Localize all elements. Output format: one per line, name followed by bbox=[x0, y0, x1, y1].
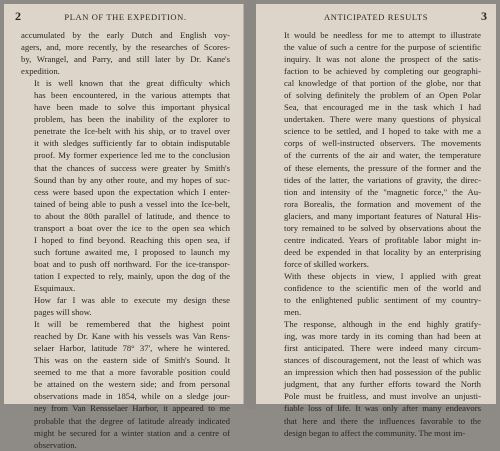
text-line: How far I was able to execute my design these bbox=[34, 295, 230, 306]
text-line: tained of being able to push a vessel into the Ice-belt, bbox=[34, 198, 230, 209]
text-line: transport a boat over the ice to the open sea which bbox=[34, 222, 230, 233]
text-line: It will be remembered that the highest point bbox=[34, 319, 230, 330]
text-line: rora Borealis, the formation and movement of the bbox=[284, 198, 481, 209]
text-line: tides of the latter, the variations of gravity, the direc- bbox=[284, 174, 481, 185]
text-line: With these objects in view, I applied with great bbox=[284, 270, 481, 281]
text-line: expedition. bbox=[21, 66, 60, 77]
text-line: of solving definitely the problem of an Open Polar bbox=[284, 90, 481, 101]
text-line: fiable loss of life. It was only after many endeavors bbox=[284, 403, 481, 414]
text-line: confidence to the scientific men of the world and bbox=[284, 282, 481, 293]
text-line: of the currents of the air and water, the temperature bbox=[284, 150, 481, 161]
left-page bbox=[4, 4, 244, 450]
left-paragraph bbox=[21, 318, 230, 451]
text-line: that here and there the influences favorable to the bbox=[284, 415, 481, 426]
text-line: The response, although in the end highly gratify- bbox=[284, 319, 481, 330]
text-line: the value of such a centre for the purpose of scientific bbox=[284, 42, 481, 53]
right-paragraph bbox=[271, 318, 481, 438]
right-page-body bbox=[271, 29, 481, 439]
text-line: Sound than by any other route, and my hopes of suc- bbox=[34, 174, 230, 185]
text-line: observation. bbox=[34, 439, 77, 450]
text-line: It is well known that the great difficulty which bbox=[34, 78, 230, 89]
left-running-title: PLAN OF THE EXPEDITION. bbox=[64, 12, 187, 22]
text-line: it with sledges sufficiently far to obtain indisputable bbox=[34, 138, 230, 149]
text-line: probable that the degree of latitude already indicated bbox=[34, 415, 230, 426]
text-line: tory remained to be solved by observations about the bbox=[284, 222, 481, 233]
left-page-number: 2 bbox=[15, 9, 21, 23]
text-line: It would be needless for me to attempt to illustrate bbox=[284, 30, 481, 40]
text-line: agers, and, more recently, by the researches of Scores- bbox=[21, 42, 230, 53]
text-line: have been made to solve this important physical bbox=[34, 102, 230, 113]
text-line: be attained on the western side; and from personal bbox=[34, 379, 230, 390]
text-line: to the enlightened public sentiment of my country- bbox=[284, 295, 481, 306]
text-line: first anticipated. There were indeed many circum- bbox=[284, 343, 481, 354]
text-line: stances of discouragement, not the least of which was bbox=[284, 355, 481, 366]
right-paragraph bbox=[271, 29, 481, 270]
text-line: cal knowledge of that portion of the globe, nor that bbox=[284, 78, 481, 89]
text-line: such fortune awaited me, I proposed to launch my bbox=[34, 246, 230, 257]
text-line: to about the 80th parallel of latitude, and thence to bbox=[34, 210, 230, 221]
book-gutter bbox=[244, 0, 256, 409]
text-line: inquiry. It was not alone the prospect of the satis- bbox=[284, 54, 481, 65]
text-line: cess were based upon the expectation which I enter- bbox=[34, 186, 230, 197]
text-line: problem, has been the inability of the explorer to bbox=[34, 114, 230, 125]
text-line: deed be expended in that locality by an enterprising bbox=[284, 246, 481, 257]
text-line: corps of well-instructed observers. The movements bbox=[284, 138, 481, 149]
left-paragraph bbox=[21, 77, 230, 294]
text-line: tation I expected to rely, mainly, upon the dog of the bbox=[34, 270, 230, 281]
right-page-header bbox=[271, 9, 487, 25]
text-line: penetrate the Ice-belt with his ship, or to travel over bbox=[34, 126, 230, 137]
text-line: ing, was more tardy in its coming than had been at bbox=[284, 331, 481, 342]
text-line: selaer Harbor, latitude 78° 37', where he wintered. bbox=[34, 343, 230, 354]
text-line: seemed to me that a more favorable position could bbox=[34, 367, 230, 378]
text-line: tion and intensity of the "magnetic force," the Au- bbox=[284, 186, 481, 197]
text-line: force of skilled workers. bbox=[284, 258, 369, 269]
text-line: pages will show. bbox=[34, 307, 92, 318]
left-page-body bbox=[21, 29, 230, 451]
text-line: faction to be achieved by completing our geographi- bbox=[284, 66, 481, 77]
text-line: boat and to push off northward. For the ice-transpor- bbox=[34, 258, 230, 269]
text-line: observations made in 1854, while on a sledge jour- bbox=[34, 391, 230, 402]
text-line: Sea, that encouraged me in the task which I had bbox=[284, 102, 481, 113]
text-line: Esquimaux. bbox=[34, 282, 76, 293]
text-line: reached by Dr. Kane with his vessels was Van Rens- bbox=[34, 331, 230, 342]
left-paragraph bbox=[21, 29, 230, 77]
text-line: has been encountered, in the various attempts that bbox=[34, 90, 230, 101]
text-line: ney from Van Rensselaer Harbor, it appeared to me bbox=[34, 403, 230, 414]
text-line: an impression which then had possession of the public bbox=[284, 367, 481, 378]
text-line: judgment, that any further efforts toward the North bbox=[284, 379, 481, 390]
text-line: Pole must be fruitless, and must involve an unjusti- bbox=[284, 391, 481, 402]
text-line: by, Wrangel, and Parry, and still later by Dr. Kane's bbox=[21, 54, 230, 65]
text-line: design began to affect the community. The most im- bbox=[284, 427, 466, 438]
text-line: This was on the eastern side of Smith's Sound. It bbox=[34, 355, 230, 366]
right-running-title: ANTICIPATED RESULTS bbox=[323, 12, 429, 22]
text-line: of these elements, the pressure of the former and the bbox=[284, 162, 481, 173]
text-line: accumulated by the early Dutch and English voy- bbox=[21, 30, 230, 40]
text-line: might be secured for a winter station and a centre of bbox=[34, 427, 230, 438]
left-paragraph bbox=[21, 294, 230, 318]
text-line: undertaken. There were many questions of physical bbox=[284, 114, 481, 125]
text-line: I hoped to find beyond. Reaching this open sea, if bbox=[34, 234, 230, 245]
text-line: proof. My former experience led me to the conclusion bbox=[34, 150, 230, 161]
right-page bbox=[256, 4, 496, 438]
text-line: science to be settled, and I hoped to take with me a bbox=[284, 126, 481, 137]
right-page-number: 3 bbox=[481, 9, 487, 23]
right-paragraph bbox=[271, 270, 481, 318]
text-line: centre indicated. Years of profitable labor might in- bbox=[284, 234, 481, 245]
text-line: that the chances of success were greater by Smith's bbox=[34, 162, 230, 173]
text-line: glaciers, and many important features of Natural His- bbox=[284, 210, 481, 221]
left-page-header bbox=[15, 9, 230, 25]
text-line: men. bbox=[284, 307, 302, 318]
